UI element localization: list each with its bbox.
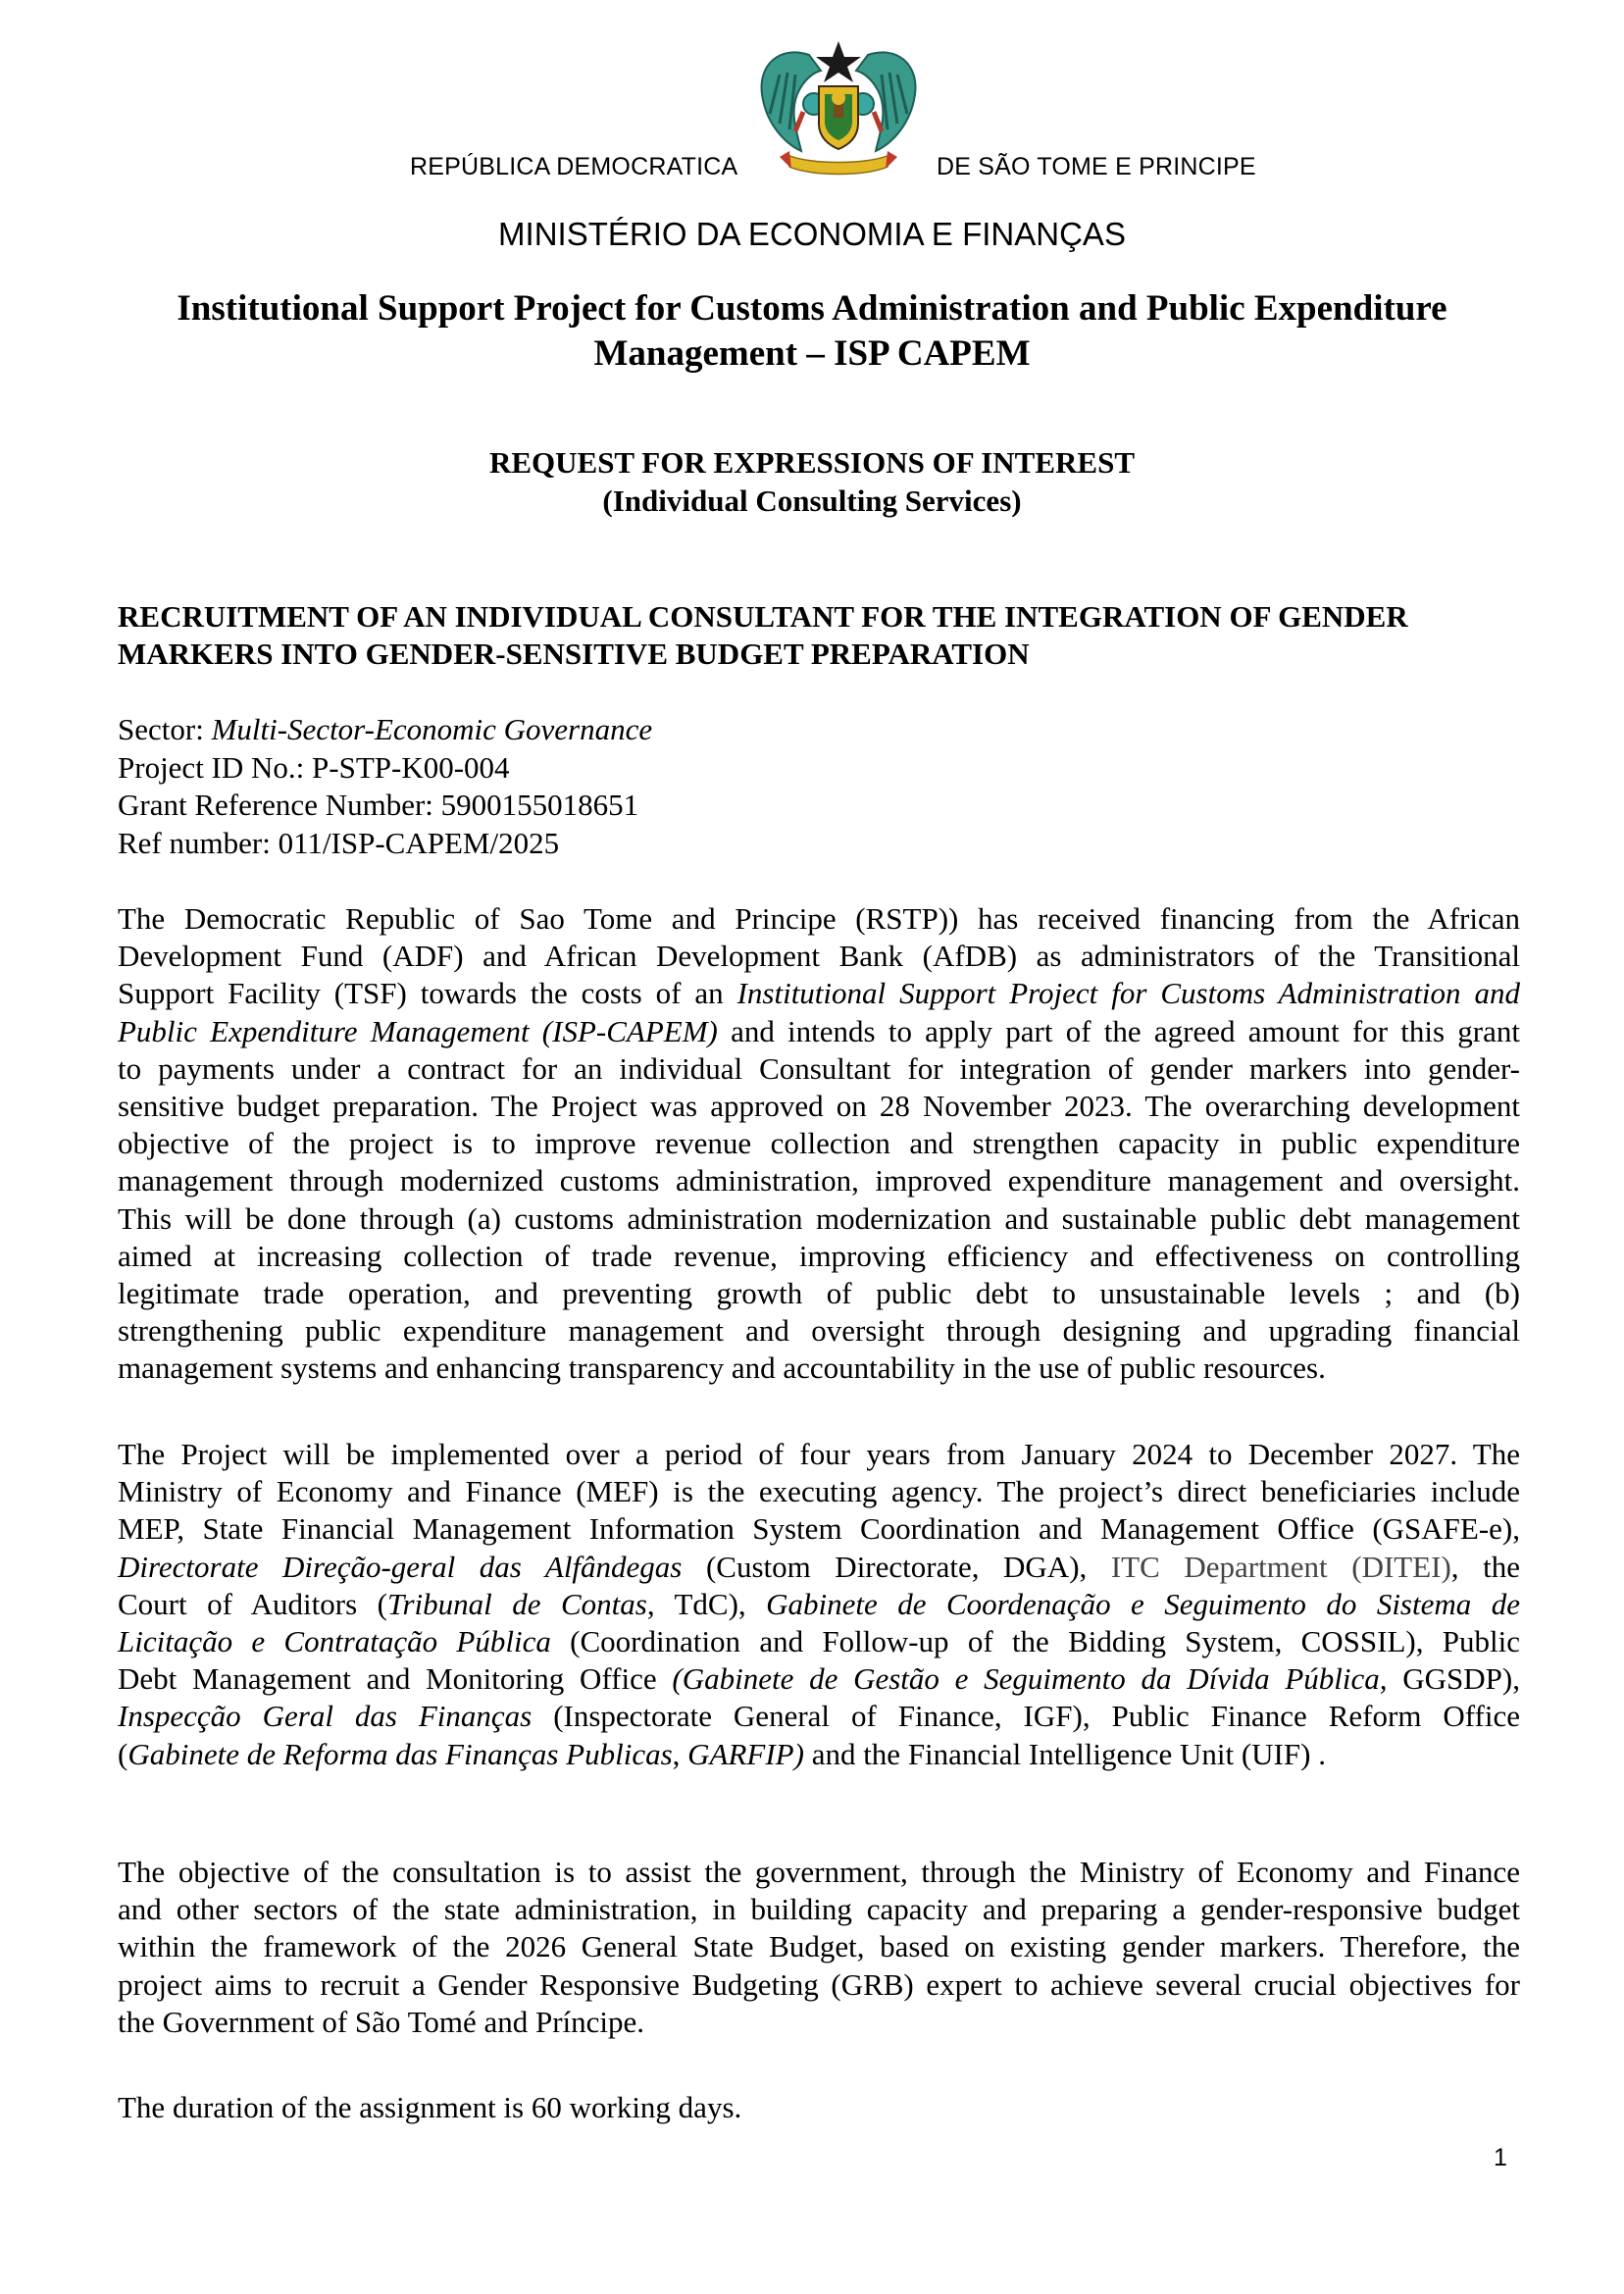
text-line: The objective of the consultation is to assist the government, through the Ministry of Economy and Finance bbox=[118, 1855, 1520, 1889]
paragraph-financing bbox=[118, 900, 1520, 1388]
recruitment-heading-line-1: RECRUITMENT OF AN INDIVIDUAL CONSULTANT FOR THE INTEGRATION OF GENDER bbox=[118, 599, 1408, 634]
text-line: Licitação e Contratação Pública (Coordination and Follow-up of the Bidding System, COSSIL), Public bbox=[118, 1624, 1520, 1659]
paragraph-duration bbox=[118, 2089, 1520, 2126]
project-metadata bbox=[118, 711, 1506, 862]
text-line: management through modernized customs administration, improved expenditure management and oversight. bbox=[118, 1163, 1520, 1198]
sector-value: Multi-Sector-Economic Governance bbox=[211, 712, 653, 746]
republic-right-text: DE SÃO TOME E PRINCIPE bbox=[937, 153, 1256, 180]
text-line: Support Facility (TSF) towards the costs of an Institutional Support Project for Customs Administration and bbox=[118, 976, 1520, 1011]
request-heading-line-2: (Individual Consulting Services) bbox=[602, 484, 1022, 518]
project-id-line: Project ID No.: P-STP-K00-004 bbox=[118, 749, 510, 785]
ministry-name: MINISTÉRIO DA ECONOMIA E FINANÇAS bbox=[498, 216, 1126, 252]
project-title-line-2: Management – ISP CAPEM bbox=[593, 333, 1031, 374]
sector-line: Sector: Multi-Sector-Economic Governance bbox=[118, 712, 653, 746]
text-line: Ministry of Economy and Finance (MEF) is the executing agency. The project’s direct beneficiaries include bbox=[118, 1474, 1520, 1509]
republic-left-text: REPÚBLICA DEMOCRATICA bbox=[410, 153, 738, 180]
text-line: management systems and enhancing transparency and accountability in the use of public resources. bbox=[118, 1351, 1326, 1386]
text-line: Public Expenditure Management (ISP-CAPEM) and intends to apply part of the agreed amount for this grant bbox=[118, 1013, 1520, 1048]
text-line: Development Fund (ADF) and African Development Bank (AfDB) as administrators of the Transitional bbox=[118, 939, 1520, 974]
text-line: The duration of the assignment is 60 working days. bbox=[118, 2090, 742, 2124]
text-line: strengthening public expenditure management and oversight through designing and upgrading financial bbox=[118, 1313, 1520, 1349]
text-line: objective of the project is to improve revenue collection and strengthen capacity in public expenditure bbox=[118, 1126, 1520, 1161]
recruitment-heading bbox=[118, 598, 1520, 673]
text-line: Court of Auditors (Tribunal de Contas, TdC), Gabinete de Coordenação e Seguimento do Sistema de bbox=[118, 1586, 1520, 1621]
request-heading bbox=[118, 443, 1506, 520]
text-line: within the framework of the 2026 General State Budget, based on existing gender markers. Therefore, the bbox=[118, 1929, 1520, 1964]
text-line: project aims to recruit a Gender Responsive Budgeting (GRB) expert to achieve several crucial objectives for bbox=[118, 1966, 1520, 2002]
text-line: Directorate Direção-geral das Alfândegas (Custom Directorate, DGA), ITC Department (DITEI), the bbox=[118, 1549, 1520, 1584]
project-title bbox=[118, 286, 1506, 377]
text-line: This will be done through (a) customs administration modernization and sustainable public debt management bbox=[118, 1200, 1520, 1236]
text-line: (Gabinete de Reforma das Finanças Publicas, GARFIP) and the Financial Intelligence Unit (UIF) . bbox=[118, 1736, 1326, 1771]
paragraph-objective bbox=[118, 1854, 1520, 2041]
request-heading-line-1: REQUEST FOR EXPRESSIONS OF INTEREST bbox=[488, 445, 1136, 480]
recruitment-heading-line-2: MARKERS INTO GENDER-SENSITIVE BUDGET PREPARATION bbox=[118, 637, 1030, 671]
coat-of-arms-emblem bbox=[740, 35, 937, 180]
text-line: Inspecção Geral das Finanças (Inspectorate General of Finance, IGF), Public Finance Reform Office bbox=[118, 1699, 1520, 1734]
text-line: and other sectors of the state administration, in building capacity and preparing a gender-responsive budget bbox=[118, 1892, 1520, 1927]
project-title-line-1: Institutional Support Project for Customs Administration and Public Expenditure bbox=[177, 288, 1447, 329]
text-line: sensitive budget preparation. The Project was approved on 28 November 2023. The overarching development bbox=[118, 1089, 1520, 1124]
text-line: MEP, State Financial Management Information System Coordination and Management Office (GSAFE-e), bbox=[118, 1511, 1520, 1547]
grant-reference-line: Grant Reference Number: 5900155018651 bbox=[118, 788, 639, 822]
text-line: aimed at increasing collection of trade revenue, improving efficiency and effectiveness on controlling bbox=[118, 1238, 1520, 1273]
text-line: the Government of São Tomé and Príncipe. bbox=[118, 2004, 645, 2039]
text-line: The Project will be implemented over a period of four years from January 2024 to December 2027. The bbox=[118, 1437, 1520, 1471]
paragraph-implementation bbox=[118, 1436, 1520, 1773]
text-line: legitimate trade operation, and preventing growth of public debt to unsustainable levels ; and (b) bbox=[118, 1276, 1520, 1311]
text-line: Debt Management and Monitoring Office (Gabinete de Gestão e Seguimento da Dívida Pública, GGSDP), bbox=[118, 1661, 1520, 1697]
text-line: to payments under a contract for an individual Consultant for integration of gender markers into gender- bbox=[118, 1050, 1520, 1086]
text-line: The Democratic Republic of Sao Tome and Principe (RSTP)) has received financing from the African bbox=[118, 901, 1520, 936]
ref-number-line: Ref number: 011/ISP-CAPEM/2025 bbox=[118, 825, 560, 860]
page-number: 1 bbox=[1494, 2144, 1507, 2171]
